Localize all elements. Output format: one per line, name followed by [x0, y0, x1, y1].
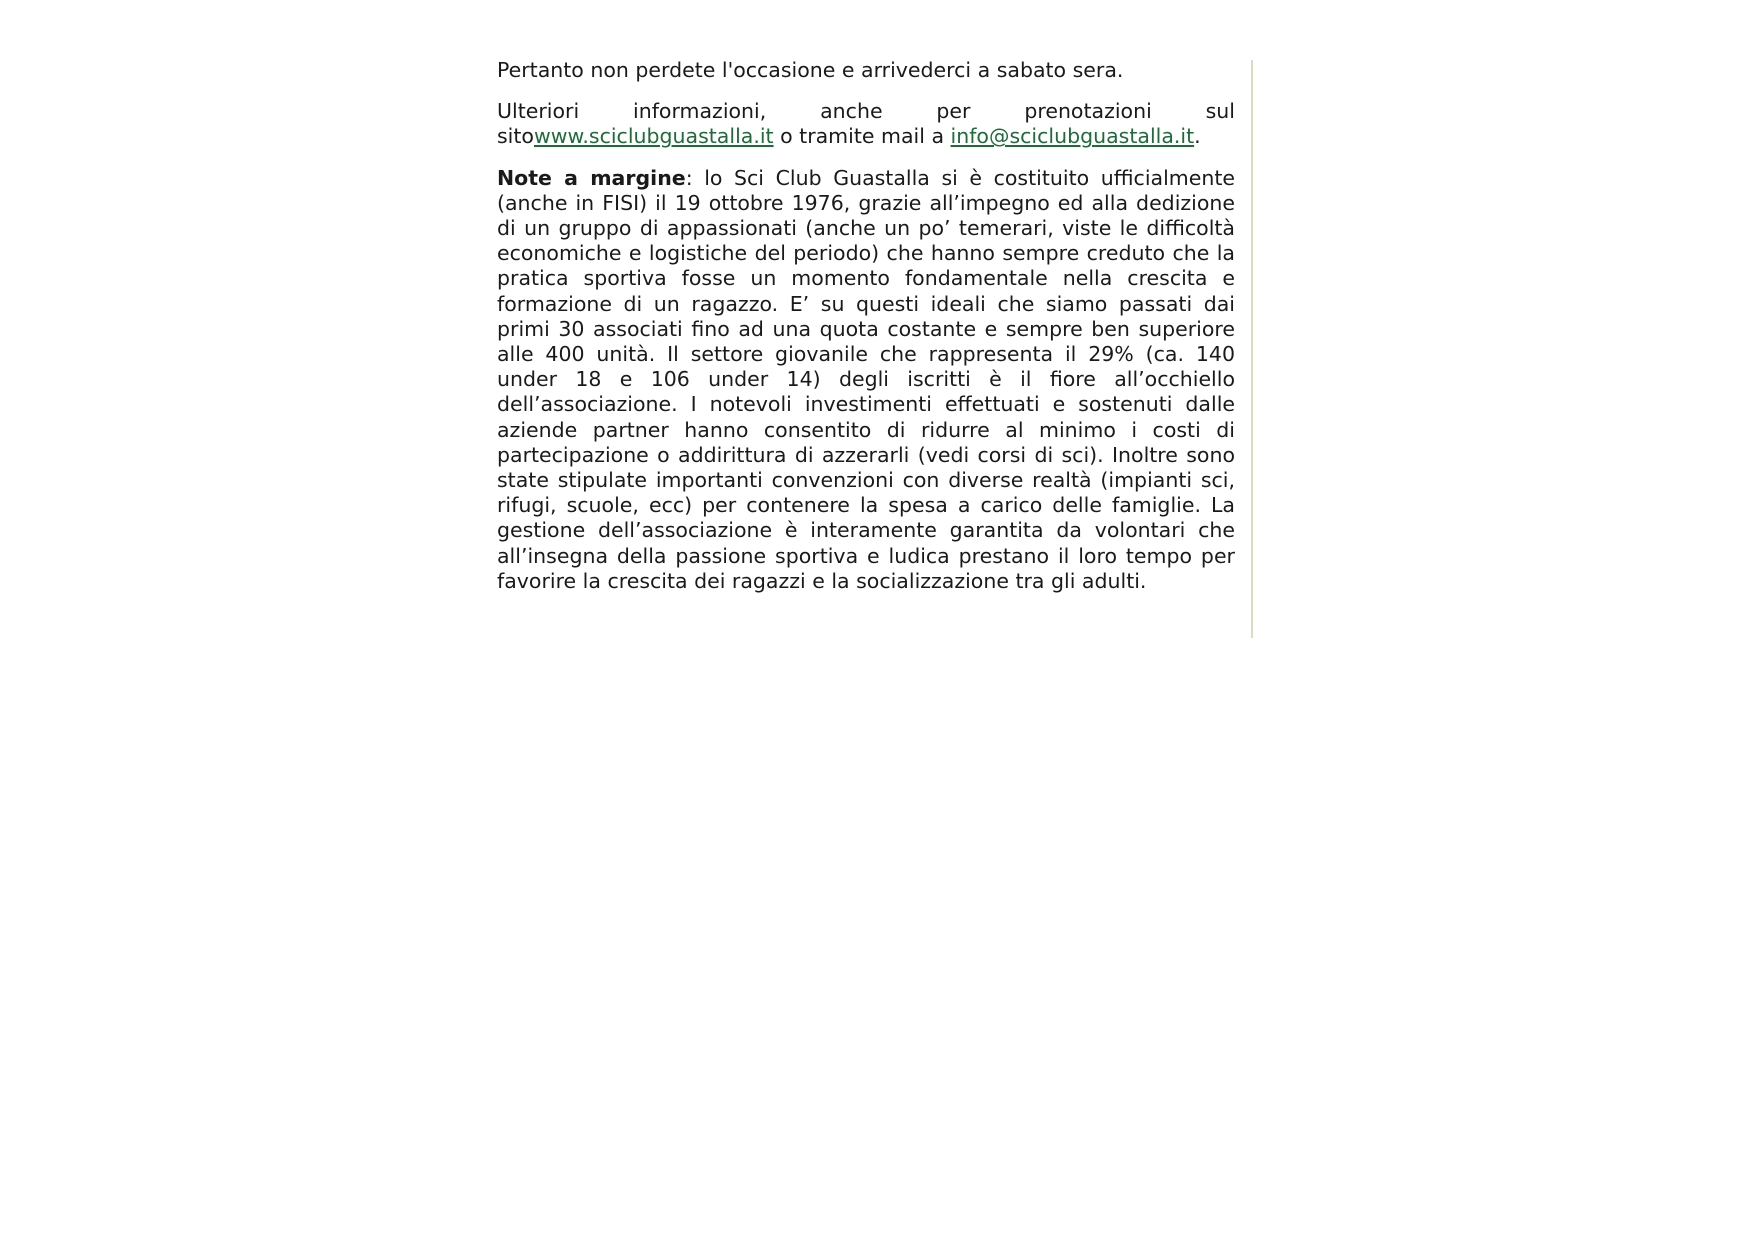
- vertical-rule: [1251, 60, 1253, 638]
- info-prefix: sito: [497, 124, 534, 149]
- info-line-1: Ulteriori informazioni, anche per prenotazioni sul: [497, 99, 1235, 124]
- website-link[interactable]: www.sciclubguastalla.it: [533, 124, 774, 149]
- closing-paragraph: Pertanto non perdete l'occasione e arrivederci a sabato sera.: [497, 58, 1124, 82]
- info-middle: o tramite mail a: [773, 124, 951, 149]
- info-paragraph: [497, 99, 1235, 149]
- email-link[interactable]: info@sciclubguastalla.it: [950, 124, 1195, 149]
- note-label: Note a margine: [497, 165, 686, 190]
- info-suffix: .: [1194, 124, 1201, 149]
- note-body: : lo Sci Club Guastalla si è costituito ufficialmente (anche in FISI) il 19 ottobre 1976, grazie all’impegno ed alla dedizione di un gruppo di appassionati (anche un po’ temerari, viste le difficoltà economiche e logistiche del periodo) che hanno sempre creduto che la pratica sportiva fosse un momento fondamentale nella crescita e formazione di un ragazzo. E’ su questi ideali che siamo passati dai primi 30 associati fino ad una quota costante e sempre ben superiore alle 400 unità. Il settore giovanile che rappresenta il 29% (ca. 140 under 18 e 106 under 14) degli iscritti è il fiore all’occhiello dell’associazione. I notevoli investimenti effettuati e sostenuti dalle aziende partner hanno consentito di ridurre al minimo i costi di partecipazione o addirittura di azzerarli (vedi corsi di sci). Inoltre sono state stipulate importanti convenzioni con diverse realtà (impianti sci, rifugi, scuole, ecc) per contenere la spesa a carico delle famiglie. La gestione dell’associazione è interamente garantita da volontari che all’insegna della passione sportiva e ludica prestano il loro tempo per favorire la crescita dei ragazzi e la socializzazione tra gli adulti.: [497, 165, 1235, 593]
- document-text-column: [497, 58, 1235, 610]
- note-paragraph: [497, 166, 1235, 594]
